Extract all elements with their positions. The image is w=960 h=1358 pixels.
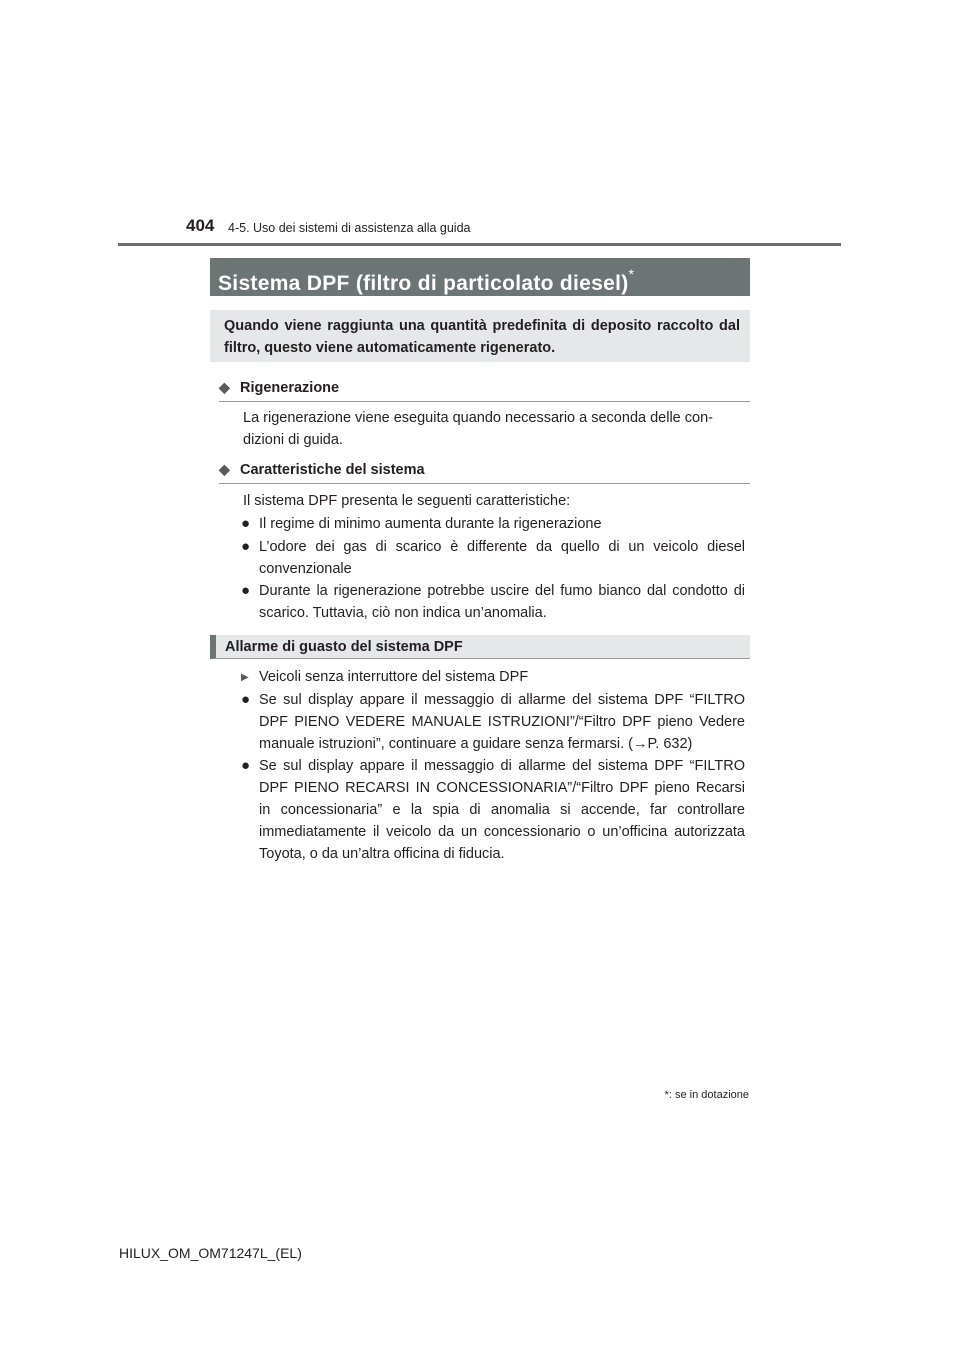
- page-number: 404: [186, 216, 215, 235]
- list-item: [241, 689, 745, 755]
- heading-caratteristiche: [219, 461, 750, 484]
- list-item-text: Se sul display appare il messaggio di allarme del sistema DPF “FILTRO DPF PIENO RECARSI IN CONCESSIONARIA”/“Filtro DPF pieno Recarsi in concessionaria” e la spia di anomalia si accende, far controllare immediatamente il veicolo da un concessionario o un’officina autorizzata Toyota, o da un’altra officina di fiducia.: [259, 758, 745, 862]
- triangle-right-icon: ▶: [241, 672, 249, 683]
- list-item-text: L’odore dei gas di scarico è differente da quello di un veicolo diesel convenzionale: [259, 539, 745, 577]
- section-reference: 4-5. Uso dei sistemi di assistenza alla guida: [228, 221, 471, 235]
- list-item-text: Durante la rigenerazione potrebbe uscire del fumo bianco dal condotto di scarico. Tuttavia, ciò non indica un’anomalia.: [259, 583, 745, 621]
- bullet-icon: ●: [241, 538, 251, 555]
- page-title-text: Sistema DPF (filtro di particolato diesel): [218, 272, 629, 295]
- rigenerazione-text-line-1: La rigenerazione viene eseguita quando necessario a seconda delle con-: [243, 410, 713, 426]
- bullet-icon: ●: [241, 582, 251, 599]
- rigenerazione-text-line-2: dizioni di guida.: [243, 432, 343, 448]
- vehicle-note: [241, 666, 528, 690]
- heading-label: Rigenerazione: [240, 380, 340, 396]
- list-item: [241, 755, 745, 865]
- bullet-icon: ●: [241, 691, 251, 708]
- rigenerazione-text: [243, 407, 745, 451]
- heading-rigenerazione: [219, 379, 750, 402]
- caratteristiche-intro: Il sistema DPF presenta le seguenti caratteristiche:: [243, 493, 571, 509]
- list-item-text: Se sul display appare il messaggio di allarme del sistema DPF “FILTRO DPF PIENO VEDERE MANUALE ISTRUZIONI”/“Filtro DPF pieno Vedere manuale istruzioni”, continuare a guidare senza fermarsi. (→P. 632): [259, 692, 745, 752]
- optional-equipment-marker: *: [628, 266, 635, 282]
- heading-label: Caratteristiche del sistema: [240, 462, 425, 478]
- vehicle-note-text: Veicoli senza interruttore del sistema DPF: [259, 669, 529, 685]
- page-title: [210, 258, 750, 296]
- list-item-text: Il regime di minimo aumenta durante la rigenerazione: [259, 516, 602, 532]
- bullet-icon: ●: [241, 515, 251, 532]
- document-code: HILUX_OM_OM71247L_(EL): [119, 1245, 302, 1261]
- header-divider: [118, 243, 841, 246]
- list-item: [241, 513, 745, 535]
- alarm-heading: Allarme di guasto del sistema DPF: [210, 635, 750, 659]
- intro-box: Quando viene raggiunta una quantità predefinita di deposito raccolto dal filtro, questo viene automaticamente rigenerato.: [210, 310, 750, 362]
- list-item: [241, 580, 745, 624]
- diamond-icon: ◆: [219, 379, 230, 395]
- bullet-icon: ●: [241, 757, 251, 774]
- footnote: *: se in dotazione: [664, 1089, 749, 1101]
- list-item: [241, 536, 745, 580]
- diamond-icon: ◆: [219, 461, 230, 477]
